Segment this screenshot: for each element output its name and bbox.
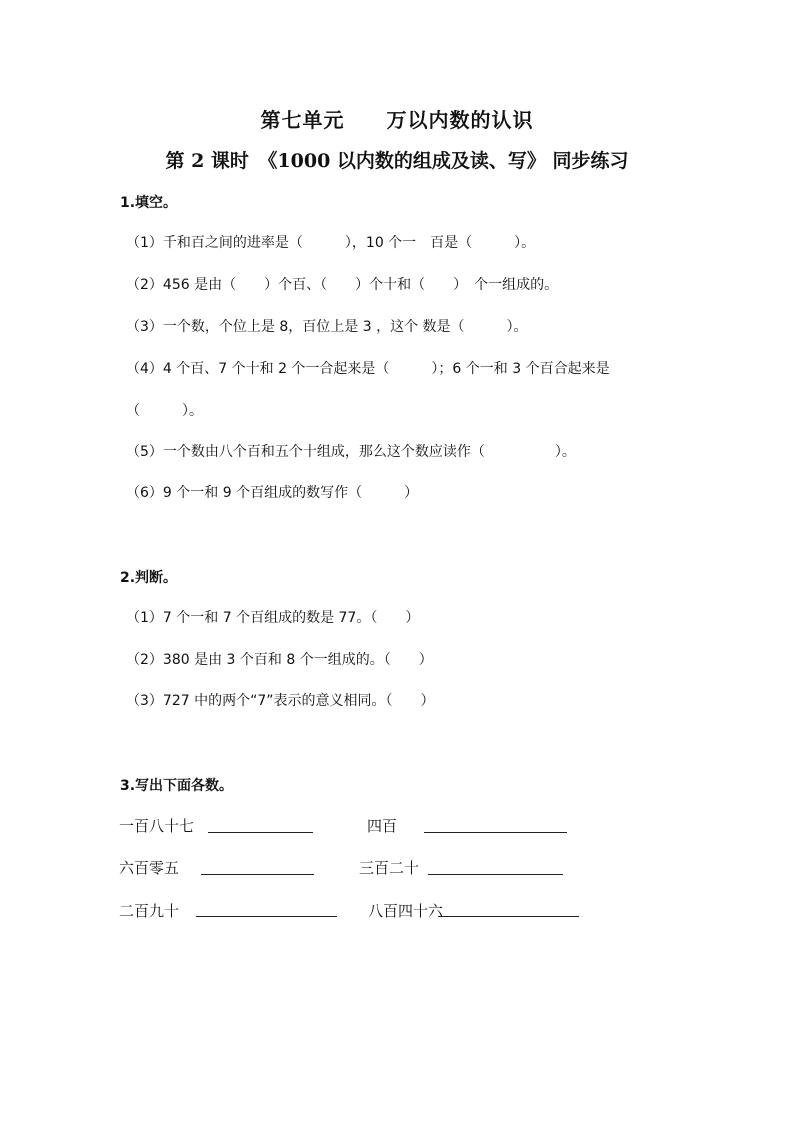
number-word-left-3: 二百九十 — [119, 902, 180, 920]
answer-blank — [428, 874, 563, 875]
fill-item-2: （2）456 是由（ ）个百、（ ）个十和（ ） 个一组成的。 — [126, 277, 559, 293]
answer-blank — [196, 916, 337, 917]
fill-item-1: （1）千和百之间的进率是（ ），10 个一 百是（ ）。 — [126, 235, 536, 251]
judge-item-1: （1）7 个一和 7 个百组成的数是 77。（ ） — [126, 610, 420, 626]
fill-item-4-continued: （ ）。 — [126, 403, 203, 419]
answer-blank — [208, 832, 313, 833]
number-word-right-1: 四百 — [367, 817, 398, 835]
section-1-heading: 1.填空。 — [120, 195, 178, 211]
section-3-heading: 3.写出下面各数。 — [120, 778, 234, 794]
unit-title: 第七单元 万以内数的认识 — [260, 108, 534, 132]
answer-blank — [424, 832, 567, 833]
lesson-title: 第 2 课时 《1000 以内数的组成及读、写》 同步练习 — [165, 150, 629, 172]
fill-item-6: （6）9 个一和 9 个百组成的数写作（ ） — [126, 485, 419, 501]
judge-item-3: （3）727 中的两个“7”表示的意义相同。（ ） — [126, 693, 435, 709]
number-word-right-3: 八百四十六 — [368, 902, 444, 920]
fill-item-5: （5）一个数由八个百和五个十组成，那么这个数应读作（ ）。 — [126, 444, 576, 460]
number-word-right-2: 三百二十 — [359, 859, 420, 877]
fill-item-4: （4）4 个百、7 个十和 2 个一合起来是（ ）；6 个一和 3 个百合起来是 — [126, 361, 610, 377]
answer-blank — [438, 916, 579, 917]
answer-blank — [201, 874, 314, 875]
judge-item-2: （2）380 是由 3 个百和 8 个一组成的。（ ） — [126, 652, 433, 668]
section-2-heading: 2.判断。 — [120, 570, 178, 586]
number-word-left-2: 六百零五 — [119, 859, 180, 877]
number-word-left-1: 一百八十七 — [119, 817, 195, 835]
fill-item-3: （3）一个数，个位上是 8，百位上是 3 ，这个 数是（ ）。 — [126, 319, 528, 335]
